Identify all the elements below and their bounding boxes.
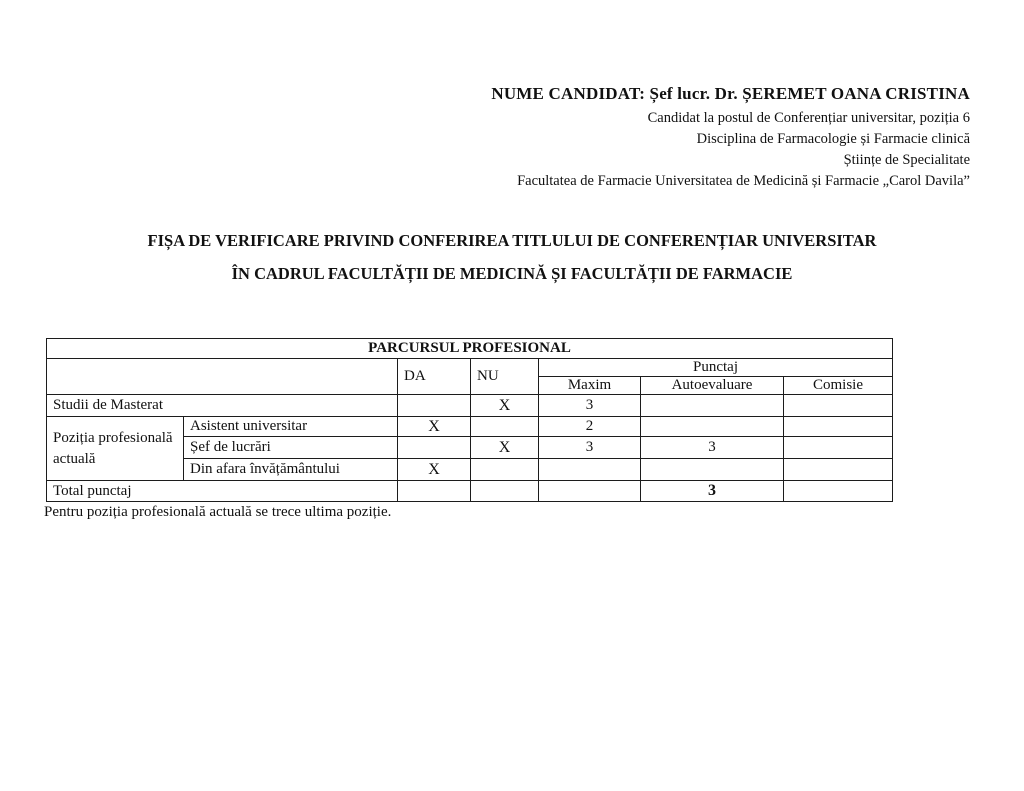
asistent-maxim-cell: 2 [539, 417, 641, 437]
din-afara-da-cell: X [398, 459, 471, 481]
sef-da-cell [398, 437, 471, 459]
column-header-nu: NU [471, 359, 539, 395]
parcursul-profesional-table [46, 338, 893, 502]
sef-nu-cell: X [471, 437, 539, 459]
sef-autoevaluare-cell: 3 [641, 437, 784, 459]
document-title [0, 224, 1024, 290]
row-label-asistent: Asistent universitar [184, 417, 398, 437]
row-label-din-afara: Din afara învățământului [184, 459, 398, 481]
column-header-maxim: Maxim [539, 377, 641, 395]
studii-autoevaluare-cell [641, 395, 784, 417]
header-position-line: Candidat la postul de Conferențiar universitar, poziția 6 [647, 110, 970, 126]
sef-comisie-cell [784, 437, 893, 459]
header-specialty-line: Științe de Specialitate [843, 152, 970, 168]
asistent-nu-cell [471, 417, 539, 437]
total-maxim-cell [539, 481, 641, 502]
table-row-total-punctaj [47, 481, 893, 502]
studii-nu-cell: X [471, 395, 539, 417]
column-header-comisie: Comisie [784, 377, 893, 395]
asistent-autoevaluare-cell [641, 417, 784, 437]
document-title-line-1: FIȘA DE VERIFICARE PRIVIND CONFERIREA TITLULUI DE CONFERENȚIAR UNIVERSITAR [147, 231, 877, 250]
footnote: Pentru poziția profesională actuală se trece ultima poziție. [44, 504, 392, 520]
total-nu-cell [471, 481, 539, 502]
row-label-total: Total punctaj [47, 481, 398, 502]
column-header-autoevaluare: Autoevaluare [641, 377, 784, 395]
column-header-punctaj: Punctaj [539, 359, 893, 377]
studii-maxim-cell: 3 [539, 395, 641, 417]
header-discipline-line: Disciplina de Farmacologie și Farmacie clinică [696, 131, 970, 147]
table-row-asistent-universitar [47, 417, 893, 437]
table-corner-cell [47, 359, 398, 395]
table-title: PARCURSUL PROFESIONAL [47, 339, 893, 359]
row-label-sef: Șef de lucrări [184, 437, 398, 459]
row-group-label-pozitia: Poziția profesională actuală [47, 417, 184, 481]
total-da-cell [398, 481, 471, 502]
column-header-da: DA [398, 359, 471, 395]
studii-comisie-cell [784, 395, 893, 417]
asistent-da-cell: X [398, 417, 471, 437]
row-label-studii: Studii de Masterat [47, 395, 398, 417]
studii-da-cell [398, 395, 471, 417]
total-comisie-cell [784, 481, 893, 502]
din-afara-nu-cell [471, 459, 539, 481]
asistent-comisie-cell [784, 417, 893, 437]
din-afara-autoevaluare-cell [641, 459, 784, 481]
total-autoevaluare-cell: 3 [641, 481, 784, 502]
document-title-line-2: ÎN CADRUL FACULTĂȚII DE MEDICINĂ ȘI FACULTĂȚII DE FARMACIE [231, 264, 793, 283]
sef-maxim-cell: 3 [539, 437, 641, 459]
table-row-studii-de-masterat [47, 395, 893, 417]
header-faculty-line: Facultatea de Farmacie Universitatea de Medicină și Farmacie „Carol Davila” [517, 173, 970, 189]
candidate-name-line: NUME CANDIDAT: Șef lucr. Dr. ȘEREMET OANA CRISTINA [491, 84, 970, 103]
candidate-header [491, 83, 970, 192]
din-afara-comisie-cell [784, 459, 893, 481]
din-afara-maxim-cell [539, 459, 641, 481]
